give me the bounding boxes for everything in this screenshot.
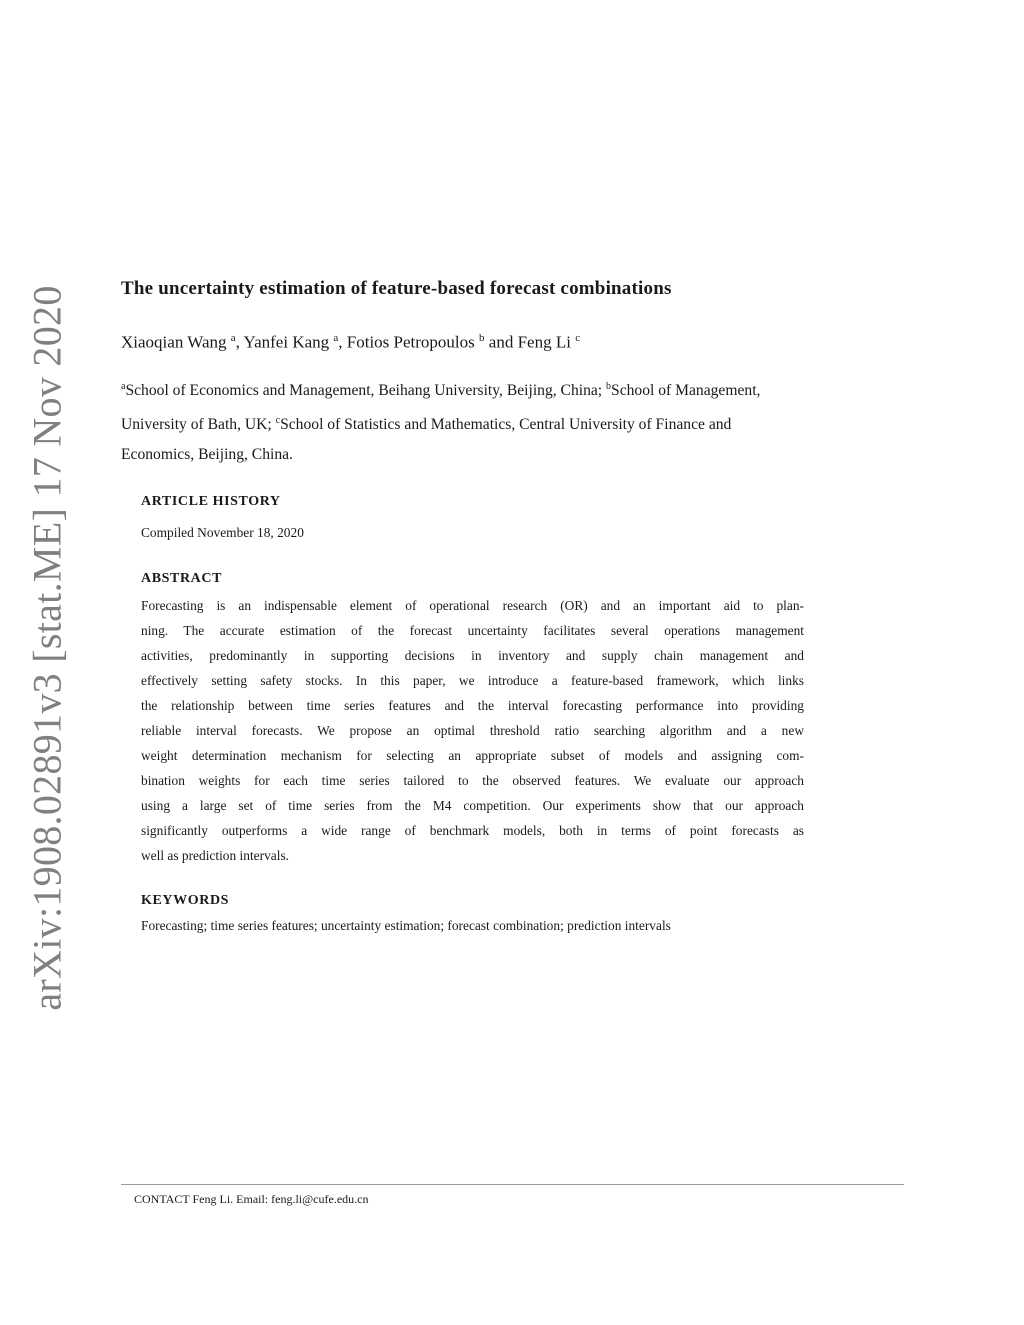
author-separator: and <box>484 332 518 352</box>
affiliation-mark: a <box>333 332 339 344</box>
author-name: Yanfei Kang <box>243 332 330 352</box>
affiliation-mark: a <box>121 381 126 392</box>
abstract-line: weight determination mechanism for selecting an appropriate subset of models and assigning com- <box>141 748 804 763</box>
affiliations <box>121 372 881 470</box>
affiliation-mark: c <box>275 415 281 427</box>
author-name: Feng Li <box>517 332 571 352</box>
abstract-line: bination weights for each time series tailored to the observed features. We evaluate our approach <box>141 773 804 788</box>
abstract-line: significantly outperforms a wide range of benchmark models, both in terms of point forecasts as <box>141 823 804 838</box>
keywords-heading: KEYWORDS <box>141 893 230 908</box>
abstract-line: reliable interval forecasts. We propose an optimal threshold ratio searching algorithm and a new <box>141 723 804 738</box>
affiliation-a: School of Economics and Management, Beihang University, Beijing, China; <box>125 382 607 400</box>
abstract-line: the relationship between time series features and the interval forecasting performance into providing <box>141 698 804 713</box>
keywords-text: Forecasting; time series features; uncertainty estimation; forecast combination; prediction intervals <box>141 918 671 933</box>
affiliation-b-cont: University of Bath, UK; <box>121 416 276 434</box>
affiliation-b: School of Management, <box>611 382 761 400</box>
abstract-heading: ABSTRACT <box>141 571 223 586</box>
affiliation-mark: a <box>230 332 236 344</box>
abstract-line: ning. The accurate estimation of the forecast uncertainty facilitates several operations management <box>141 623 804 638</box>
affiliation-mark: b <box>479 332 485 344</box>
affiliation-mark: b <box>606 381 612 392</box>
abstract-line: well as prediction intervals. <box>141 848 289 863</box>
footnote-divider <box>121 1184 904 1185</box>
arxiv-identifier[interactable]: arXiv:1908.02891v3 [stat.ME] 17 Nov 2020 <box>24 285 70 1011</box>
author-separator: , <box>338 332 347 352</box>
abstract-line: Forecasting is an indispensable element of operational research (OR) and an important aid to plan- <box>141 598 804 613</box>
author-separator: , <box>235 332 244 352</box>
affiliation-mark: c <box>575 332 581 344</box>
affiliation-c-cont: Economics, Beijing, China. <box>121 446 293 464</box>
paper-title: The uncertainty estimation of feature-based forecast combinations <box>121 278 672 299</box>
article-history-heading: ARTICLE HISTORY <box>141 494 281 509</box>
abstract-body <box>141 593 804 868</box>
compiled-date: Compiled November 18, 2020 <box>141 525 304 540</box>
affiliation-c: School of Statistics and Mathematics, Central University of Finance and <box>280 416 732 434</box>
abstract-line: using a large set of time series from the M4 competition. Our experiments show that our approach <box>141 798 804 813</box>
abstract-line: activities, predominantly in supporting decisions in inventory and supply chain management and <box>141 648 804 663</box>
abstract-line: effectively setting safety stocks. In this paper, we introduce a feature-based framework, which links <box>141 673 804 688</box>
author-name: Fotios Petropoulos <box>346 332 475 352</box>
contact-footnote: CONTACT Feng Li. Email: feng.li@cufe.edu.cn <box>134 1192 369 1206</box>
author-name: Xiaoqian Wang <box>121 332 227 352</box>
author-list <box>121 332 921 353</box>
